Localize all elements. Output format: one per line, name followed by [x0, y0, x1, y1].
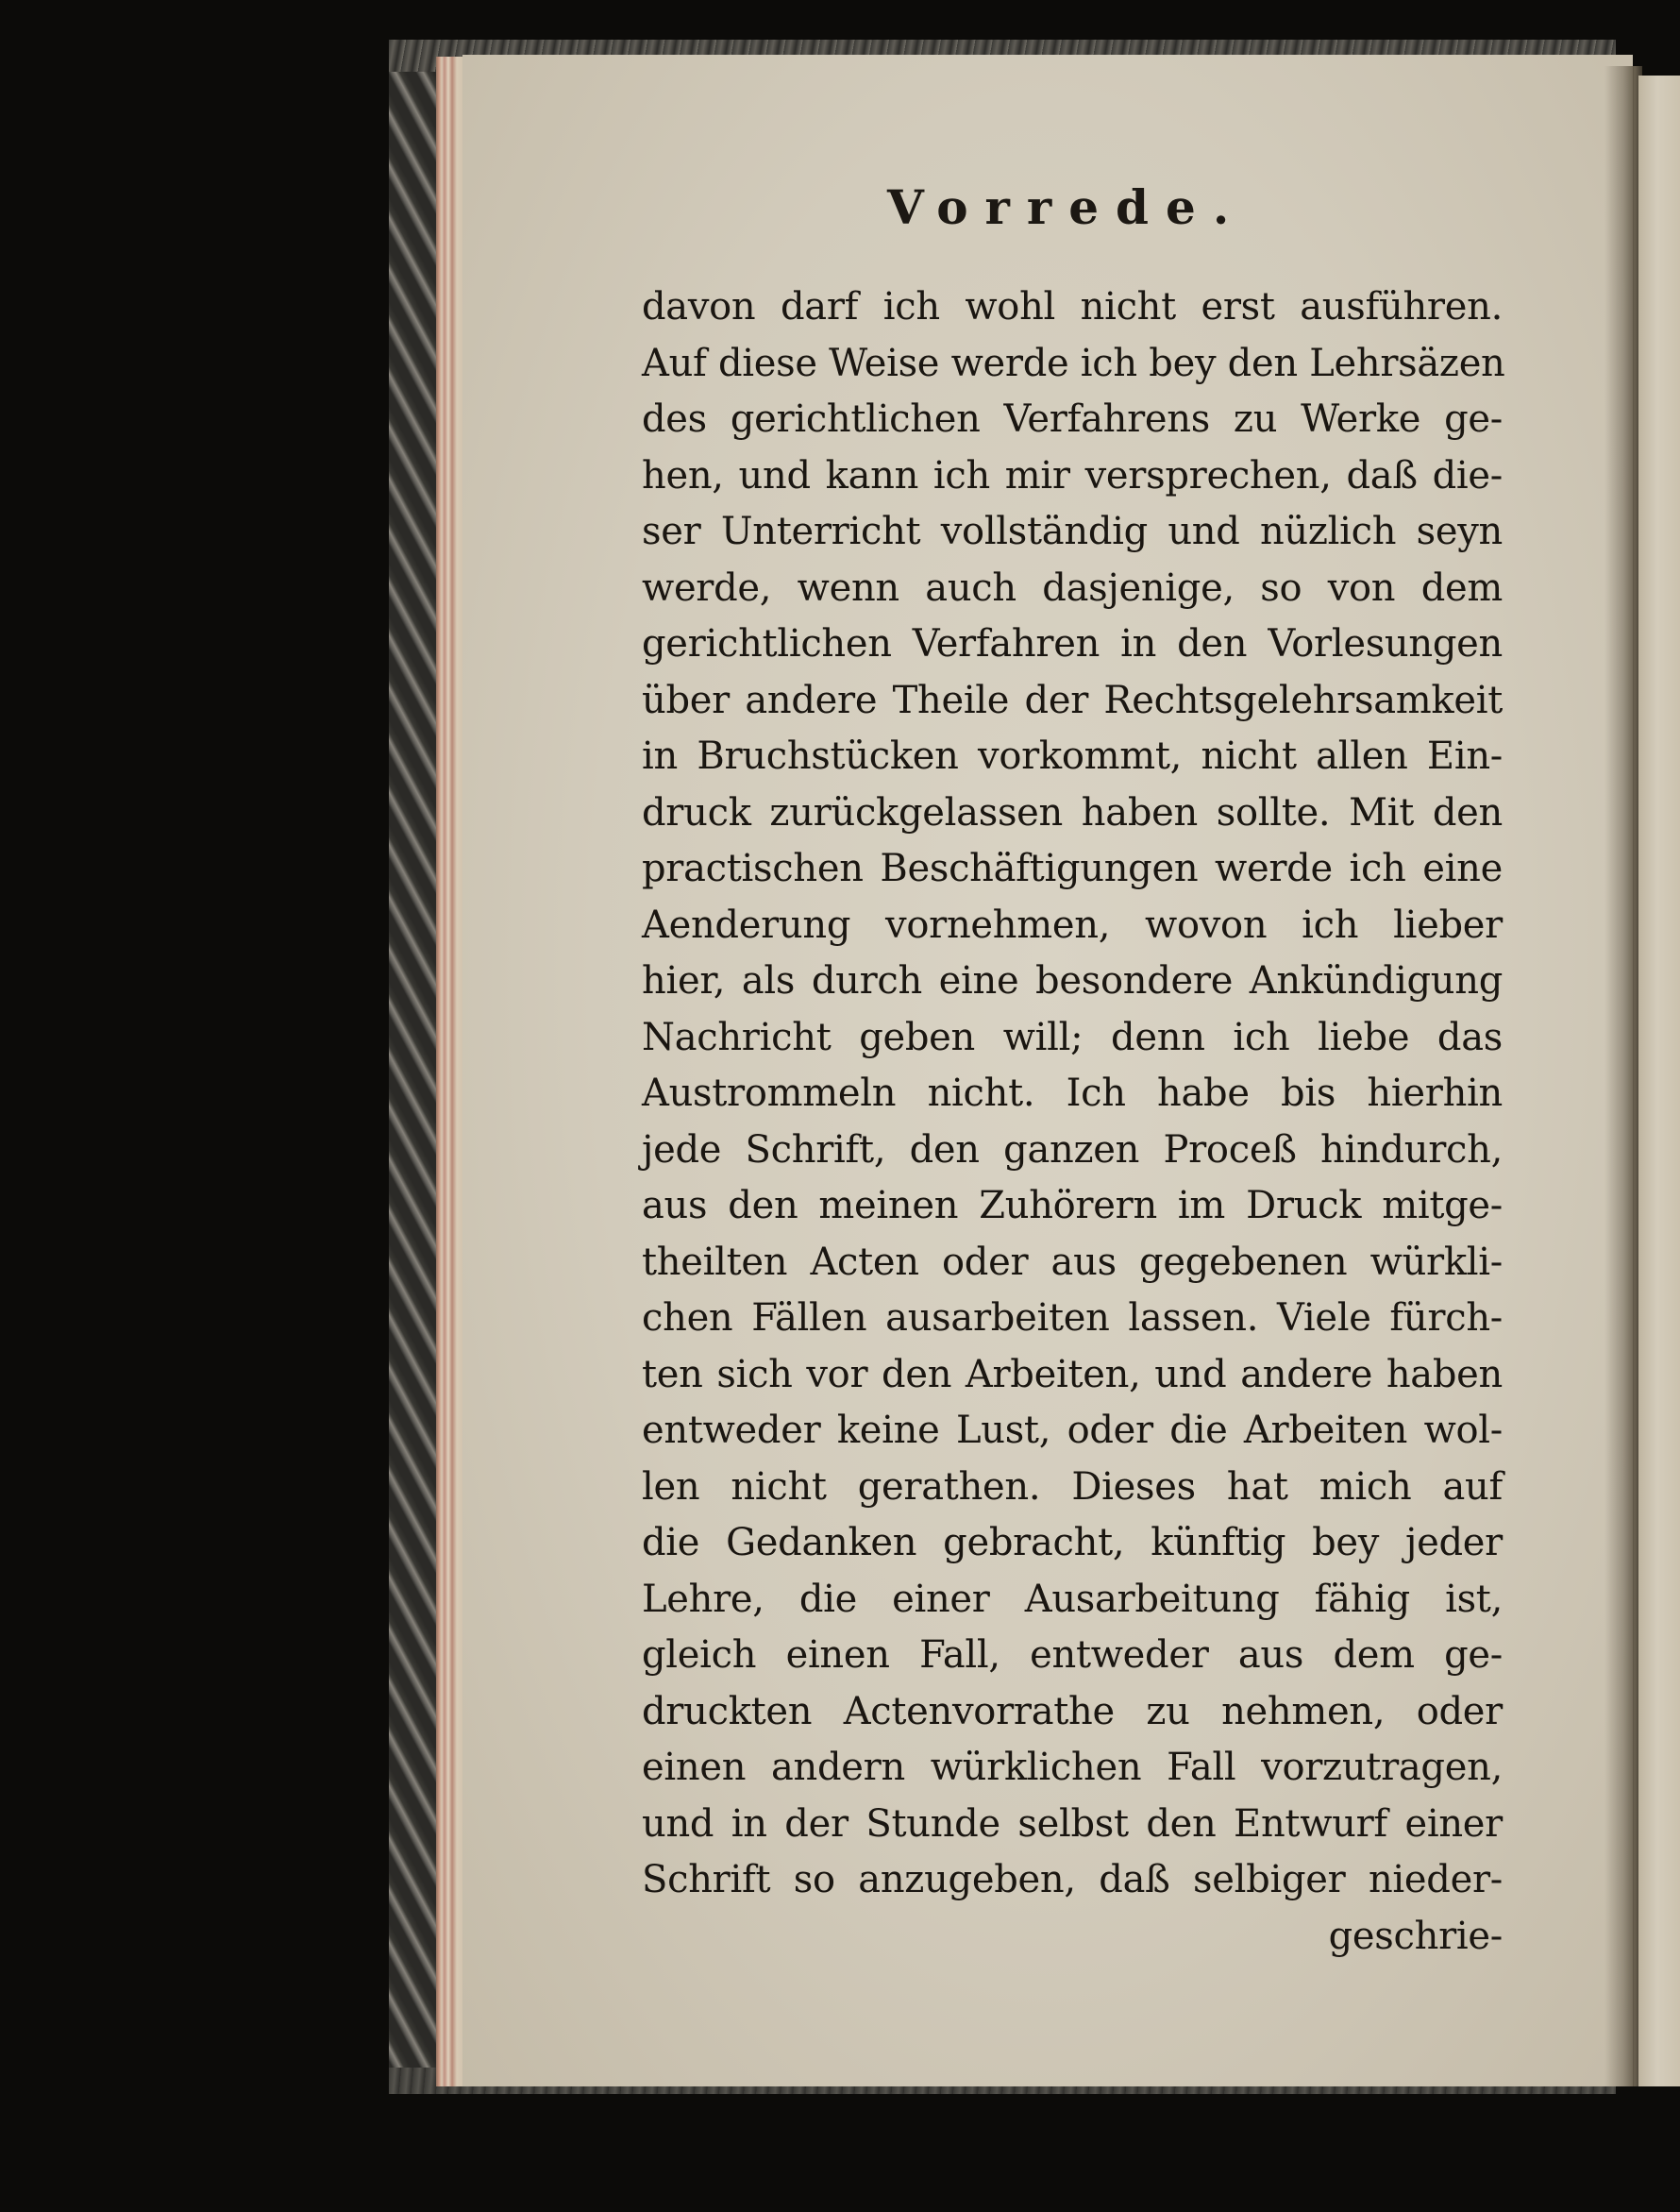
text-line: davon darf ich wohl nicht erst ausführen. [642, 285, 1503, 329]
text-line: chen Fällen ausarbeiten lassen. Viele fürch- [642, 1296, 1503, 1340]
text-line: aus den meinen Zuhörern im Druck mitge- [642, 1184, 1503, 1227]
running-head: Vorrede. [887, 179, 1247, 235]
text-line: ser Unterricht vollständig und nüzlich seyn [642, 510, 1503, 553]
text-line: hier, als durch eine besondere Ankündigung [642, 959, 1503, 1003]
text-line: entweder keine Lust, oder die Arbeiten wol- [642, 1409, 1503, 1452]
text-line: jede Schrift, den ganzen Proceß hindurch, [642, 1127, 1503, 1172]
catchword: geschrie- [1328, 1914, 1503, 1958]
text-line: des gerichtlichen Verfahrens zu Werke ge- [642, 397, 1503, 441]
text-line: hen, und kann ich mir versprechen, daß die- [642, 453, 1503, 498]
book-gutter-shadow [1604, 66, 1642, 2086]
text-line: theilten Acten oder aus gegebenen würkli- [642, 1240, 1503, 1284]
text-line: Nachricht geben will; denn ich liebe das [642, 1015, 1503, 1059]
text-line: druckten Actenvorrathe zu nehmen, oder [642, 1689, 1503, 1733]
text-line: einen andern würklichen Fall vorzutragen, [642, 1746, 1503, 1789]
text-line: Austrommeln nicht. Ich habe bis hierhin [642, 1072, 1503, 1115]
text-line: gerichtlichen Verfahren in den Vorlesungen [642, 622, 1503, 666]
text-line: Aenderung vornehmen, wovon ich lieber [642, 903, 1503, 947]
text-line: druck zurückgelassen haben sollte. Mit den [642, 790, 1503, 835]
text-line: len nicht gerathen. Dieses hat mich auf [642, 1464, 1503, 1509]
text-line: practischen Beschäftigungen werde ich eine [642, 847, 1503, 890]
text-line: über andere Theile der Rechtsgelehrsamkeit [642, 678, 1503, 722]
page-edge-stack [436, 57, 464, 2086]
body-text [642, 279, 1503, 1965]
text-line: in Bruchstücken vorkommt, nicht allen Ein- [642, 735, 1503, 778]
text-line: gleich einen Fall, entweder aus dem ge- [642, 1633, 1503, 1677]
text-line: Lehre, die einer Ausarbeitung fähig ist, [642, 1577, 1503, 1621]
text-line: werde, wenn auch dasjenige, so von dem [642, 566, 1503, 610]
text-line: Schrift so anzugeben, daß selbiger nieder- [642, 1858, 1503, 1901]
text-line: die Gedanken gebracht, künftig bey jeder [642, 1521, 1503, 1564]
text-line: Auf diese Weise werde ich bey den Lehrsäzen [642, 341, 1505, 385]
text-line: ten sich vor den Arbeiten, und andere haben [642, 1352, 1503, 1396]
facing-page-edge [1638, 76, 1680, 2086]
text-line: und in der Stunde selbst den Entwurf einer [642, 1801, 1503, 1846]
